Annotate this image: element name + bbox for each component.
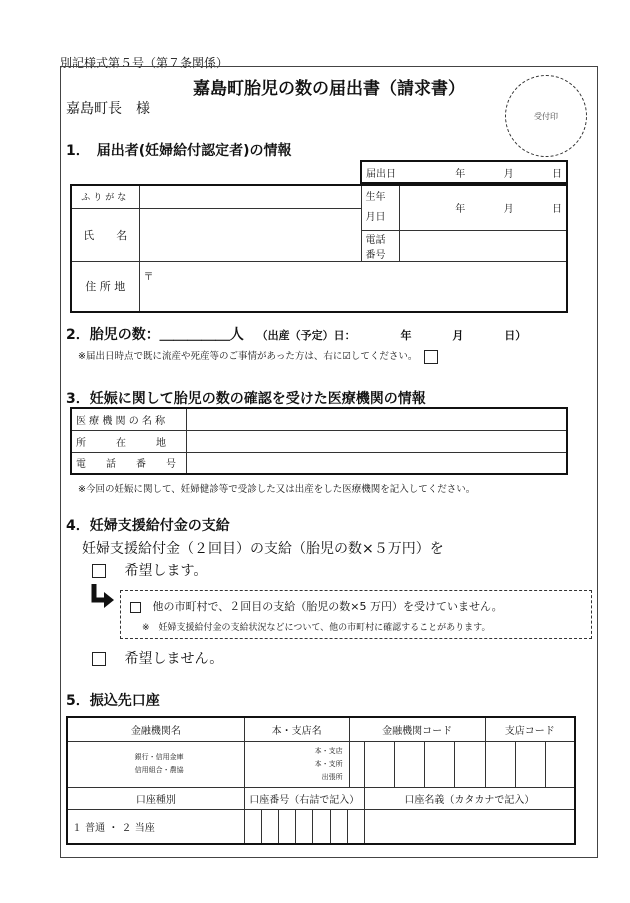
addressee: 嘉島町長 様 (66, 101, 150, 117)
name-input[interactable] (139, 208, 361, 261)
filing-date-label: 届出日 (366, 168, 396, 180)
phone-input[interactable] (399, 230, 567, 261)
arrow-icon (90, 582, 116, 610)
option-yes (92, 560, 207, 580)
sub-option-note: ※ 妊婦支援給付金の支給状況などについて、他の市町村に確認することがあります。 (142, 623, 491, 633)
account-holder-header: 口座名義（カタカナで記入） (364, 787, 575, 809)
furigana-label: ふりがな (71, 185, 139, 208)
postal-mark: 〒 (143, 271, 154, 283)
birth-date-input[interactable] (399, 185, 567, 230)
bank-code-digit[interactable] (349, 741, 364, 787)
s2-month: 月 (452, 329, 464, 342)
institution-phone-input[interactable] (186, 452, 567, 474)
account-digit[interactable] (245, 810, 262, 843)
branch-code-header: 支店コード (485, 717, 575, 741)
applicant-table (70, 184, 568, 313)
section2-heading (66, 324, 526, 344)
branch-name-header: 本・支店名 (244, 717, 349, 741)
sub-option-checkbox[interactable] (130, 602, 141, 613)
bank-type-1: 銀行・信用金庫 (134, 753, 184, 761)
birth-date-label: （出産（予定）日： (256, 329, 356, 342)
bank-account-table (66, 716, 576, 845)
account-digit[interactable] (313, 810, 330, 843)
account-type-header: 口座種別 (67, 787, 244, 809)
year-label: 年 (455, 168, 466, 180)
section3-heading: 3．妊娠に関して胎児の数の確認を受けた医療機関の情報 (66, 391, 426, 407)
branch-type-1: 本・支店 (314, 746, 343, 755)
branch-code-digit[interactable] (515, 741, 545, 787)
s2-year: 年 (400, 329, 412, 342)
birth-day-label: 日 (552, 204, 562, 216)
bank-code-digit[interactable] (425, 741, 455, 787)
sub-option-label: 他の市町村で、２回目の支給（胎児の数×5 万円）を受けていません。 (152, 600, 503, 613)
birth-date-label (361, 185, 399, 230)
furigana-input[interactable] (139, 185, 361, 208)
option-yes-checkbox[interactable] (92, 564, 106, 578)
institution-name-input[interactable] (186, 408, 567, 430)
fetus-count-unit: 人 (229, 327, 244, 343)
bank-code-digit[interactable] (455, 741, 485, 787)
fetus-count-input[interactable]: ＿＿＿＿＿ (159, 327, 230, 343)
address-input[interactable] (139, 261, 567, 312)
branch-code-digit[interactable] (485, 741, 515, 787)
branch-code-digit[interactable] (546, 741, 575, 787)
section4-lead: 妊婦支援給付金（２回目）の支給（胎児の数×５万円）を (82, 541, 444, 557)
branch-type-3: 出張所 (321, 772, 343, 781)
section4-heading: 4．妊婦支援給付金の支給 (66, 518, 230, 534)
name-label: 氏 名 (71, 208, 139, 261)
phone-label: 電話番号 (361, 230, 399, 261)
account-digit[interactable] (296, 810, 313, 843)
bank-name-input[interactable] (67, 741, 244, 787)
bank-code-header: 金融機関コード (349, 717, 485, 741)
filing-date-box (360, 160, 568, 184)
bank-code-digit[interactable] (395, 741, 425, 787)
option-yes-label: 希望します。 (124, 563, 208, 579)
day-label: 日 (552, 168, 562, 180)
section2-note-text: ※届出日時点で既に流産や死産等のご事情があった方は、右に☑してください。 (78, 351, 418, 362)
month-label: 月 (503, 168, 514, 180)
fetus-count-label: 2．胎児の数： (66, 327, 160, 343)
stamp-label: 受付印 (534, 111, 558, 121)
medical-institution-table (70, 407, 568, 475)
section1-heading: 1． 届出者(妊婦給付認定者)の情報 (66, 143, 292, 159)
option-no-label: 希望しません。 (124, 651, 224, 667)
birth-year-label: 年 (455, 204, 466, 216)
account-digit[interactable] (262, 810, 279, 843)
miscarriage-checkbox[interactable] (424, 350, 438, 364)
address-label: 住 所 地 (71, 261, 139, 312)
section5-heading: 5．振込先口座 (66, 693, 160, 709)
bank-name-header: 金融機関名 (67, 717, 244, 741)
bank-type-2: 信用組合・農協 (134, 766, 184, 774)
institution-address-input[interactable] (186, 430, 567, 452)
institution-address-label: 所 在 地 (71, 430, 186, 452)
birth-label-1: 生年 (365, 191, 386, 203)
account-digit[interactable] (331, 810, 348, 843)
sub-option (130, 598, 503, 614)
account-type-input[interactable]: １ 普通 ・ ２ 当座 (67, 809, 244, 844)
form-id: 別記様式第５号（第７条関係） (60, 56, 229, 70)
account-number-header: 口座番号（右詰で記入） (244, 787, 364, 809)
institution-phone-label: 電 話 番 号 (71, 452, 186, 474)
section3-note: ※今回の妊娠に関して、妊婦健診等で受診した又は出産をした医療機関を記入してください。 (78, 484, 476, 495)
filing-date-input[interactable] (409, 161, 567, 183)
option-no-checkbox[interactable] (92, 652, 106, 666)
s2-day: 日） (504, 329, 527, 342)
account-digit[interactable] (279, 810, 296, 843)
form-title: 嘉島町胎児の数の届出書（請求書） (193, 79, 465, 99)
reception-stamp-area (505, 75, 587, 157)
branch-name-input[interactable] (244, 741, 349, 787)
birth-month-label: 月 (503, 204, 514, 216)
birth-label-2: 月日 (365, 211, 386, 223)
branch-type-2: 本・支所 (314, 759, 343, 768)
option-no (92, 648, 223, 668)
section2-note (78, 348, 438, 364)
account-digit[interactable] (348, 810, 364, 843)
account-number-input[interactable] (244, 809, 364, 844)
bank-code-digit[interactable] (364, 741, 394, 787)
account-holder-input[interactable] (364, 809, 575, 844)
institution-name-label: 医 療 機 関 の 名 称 (71, 408, 186, 430)
